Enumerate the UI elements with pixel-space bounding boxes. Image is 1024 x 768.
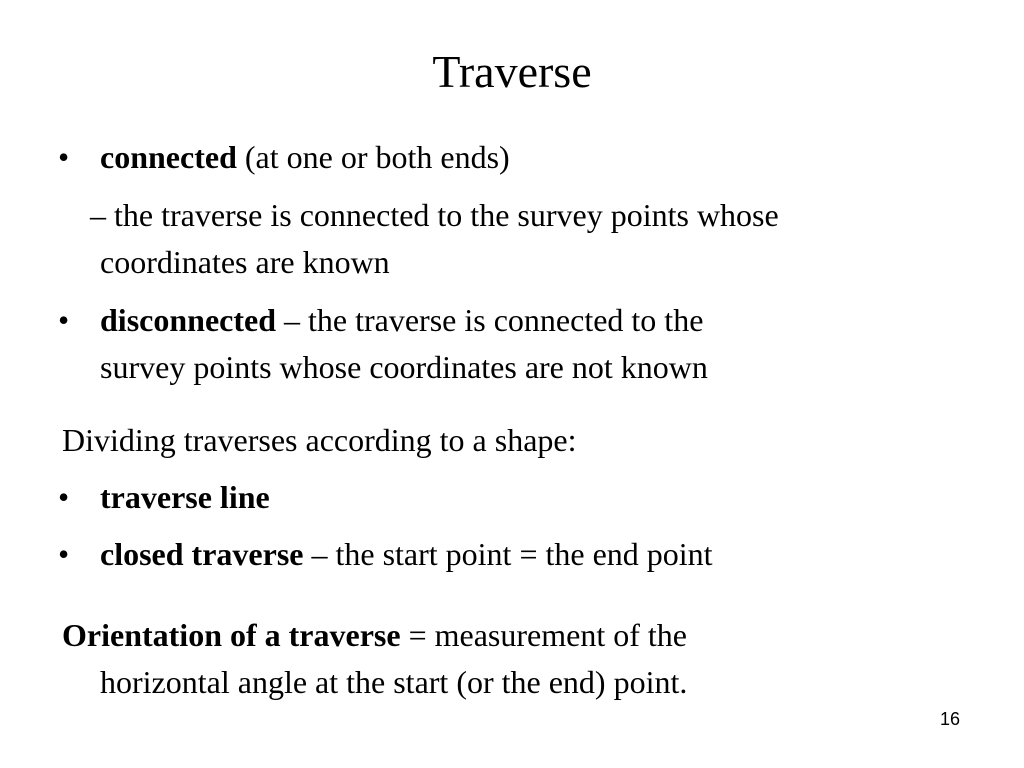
bullet-marker: • — [58, 139, 70, 175]
connected-detail-line-2: coordinates are known — [100, 244, 390, 280]
term-disconnected: disconnected — [100, 302, 276, 338]
bullet-traverse-line — [100, 474, 270, 521]
term-orientation: Orientation of a traverse — [62, 617, 401, 653]
bullet-disconnected — [100, 297, 703, 344]
disconnected-detail-line-2: survey points whose coordinates are not known — [100, 349, 708, 385]
bullet-closed-traverse — [100, 531, 713, 578]
bullet-marker: • — [58, 479, 70, 515]
page-number: 16 — [940, 709, 961, 729]
slide-title: Traverse — [432, 46, 592, 97]
bullet-marker: • — [58, 536, 70, 572]
bullet-connected — [100, 134, 510, 181]
term-connected: connected — [100, 139, 237, 175]
orientation-paragraph — [62, 612, 687, 659]
closed-traverse-description: – the start point = the end point — [303, 536, 713, 572]
term-traverse-line: traverse line — [100, 479, 270, 515]
bullet-marker: • — [58, 302, 70, 338]
term-closed-traverse: closed traverse — [100, 536, 304, 572]
connected-description: (at one or both ends) — [236, 139, 510, 175]
dividing-heading: Dividing traverses according to a shape: — [62, 422, 577, 458]
orientation-description: = measurement of the — [400, 617, 687, 653]
connected-detail-line-1: – the traverse is connected to the survey points whose — [90, 197, 779, 233]
orientation-detail-line-2: horizontal angle at the start (or the end) point. — [100, 664, 688, 700]
disconnected-description: – the traverse is connected to the — [276, 302, 704, 338]
